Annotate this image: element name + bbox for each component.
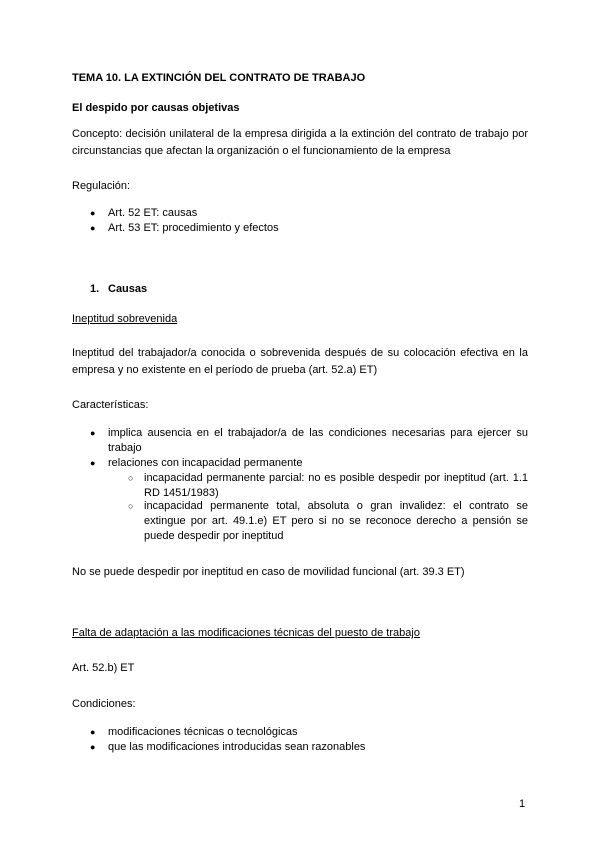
list-item: Art. 53 ET: procedimiento y efectos xyxy=(108,222,279,234)
ineptitud-definition: Ineptitud del trabajador/a conocida o sobrevenida después de su colocación efectiva en la empresa y no existente en el período de prueba (art. 52.a) ET) xyxy=(72,347,528,376)
bullet-icon: ● xyxy=(90,223,96,233)
condiciones-label: Condiciones: xyxy=(72,698,136,710)
falta-article: Art. 52.b) ET xyxy=(72,662,135,674)
sub-list-item: incapacidad permanente total, absoluta o gran invalidez: el contrato se extingue por art. 49.1.e) ET pero si no se reconoce derecho a pensión se puede despedir por ineptitud xyxy=(144,500,528,542)
hollow-bullet-icon: ○ xyxy=(128,473,134,483)
section-subtitle: El despido por causas objetivas xyxy=(72,102,240,114)
bullet-icon: ● xyxy=(90,208,96,218)
hollow-bullet-icon: ○ xyxy=(128,501,134,511)
caracteristicas-label: Características: xyxy=(72,399,149,411)
concepto-paragraph: Concepto: decisión unilateral de la empresa dirigida a la extinción del contrato de trabajo por circunstancias que afectan la organización o el funcionamiento de la empresa xyxy=(72,128,528,157)
page-number: 1 xyxy=(519,798,526,810)
list-item: que las modificaciones introducidas sean razonables xyxy=(108,741,366,753)
bullet-icon: ● xyxy=(90,428,96,438)
bullet-icon: ● xyxy=(90,458,96,468)
bullet-icon: ● xyxy=(90,742,96,752)
list-item: relaciones con incapacidad permanente xyxy=(108,457,303,469)
ineptitud-heading: Ineptitud sobrevenida xyxy=(72,313,178,325)
falta-heading: Falta de adaptación a las modificaciones técnicas del puesto de trabajo xyxy=(72,627,420,639)
regulacion-label: Regulación: xyxy=(72,180,131,192)
sub-list-item: incapacidad permanente parcial: no es posible despedir por ineptitud (art. 1.1 RD 1451/1983) xyxy=(144,472,528,499)
list-item: implica ausencia en el trabajador/a de las condiciones necesarias para ejercer su trabajo xyxy=(108,427,528,454)
list-item: modificaciones técnicas o tecnológicas xyxy=(108,726,298,738)
movilidad-note: No se puede despedir por ineptitud en caso de movilidad funcional (art. 39.3 ET) xyxy=(72,566,465,578)
list-item: Art. 52 ET: causas xyxy=(108,207,198,219)
document-title: TEMA 10. LA EXTINCIÓN DEL CONTRATO DE TRABAJO xyxy=(72,72,366,84)
section-number: 1. xyxy=(90,283,100,295)
section-heading: Causas xyxy=(108,283,148,295)
bullet-icon: ● xyxy=(90,727,96,737)
